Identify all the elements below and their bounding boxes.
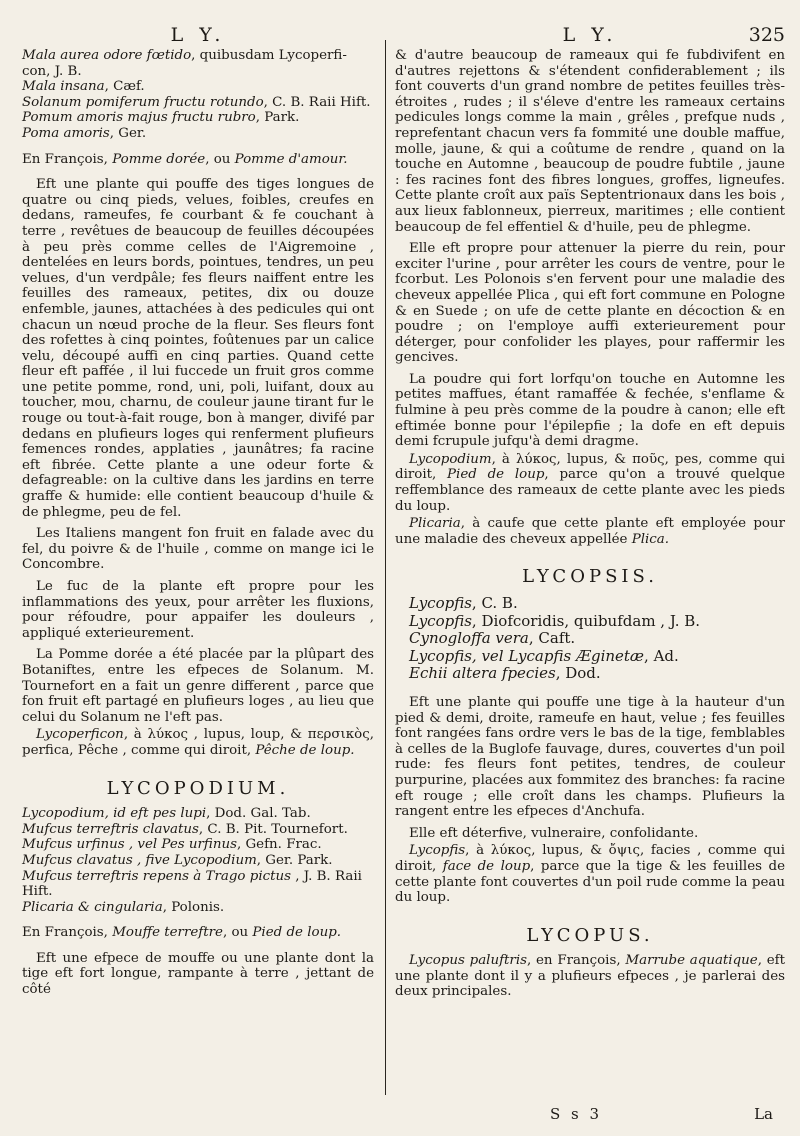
description-paragraph: Eft une plante qui pouffe des tiges longues de quatre ou cinq pieds, velues, foibles, creufes en dedans, rameufes, fe courbant & fe couchant à terre , revêtues de beaucoup de feuilles découpées à peu près comme celles de l'Aigremoine , dentelées en leurs bords, pointues, tendres, un peu velues, d'un verdpâle; fes fleurs naiffent entre les feuilles des rameaux, petites, dix ou douze enfemble, jaunes, attachées à des pedicules qui ont chacun un nœud proche de la fleur. Ses fleurs font des rofettes à cinq pointes, foûtenues par un calice velu, découpé auffi en cinq parties. Quand cette fleur eft paffée , il lui fuccede un fruit gros comme une petite pomme, rond, uni, poli, luifant, doux au toucher, mou, charnu, de couleur jaune tirant fur le rouge ou tout-à-fait rouge, bon à manger, divifé par dedans en plufieurs loges qui renferment plufieurs femences rondes, applaties , jaunâtres; fa racine eft fibrée. Cette plante a une odeur forte & defagreable: on la cultive dans les jardins en terre graffe & humide: elle contient beaucoup d'huile & de phlegme, peu de fel. xyxy=(22,177,374,520)
synonym-line: Pomum amoris majus fructu rubro, Park. xyxy=(22,110,300,126)
synonym-line: Cynogloffa vera, Caft. xyxy=(409,629,576,648)
synonym-line: Mufcus terreftris repens à Trago pictus , J. B. Raii Hift. xyxy=(22,868,362,900)
medicinal-paragraph: Le fuc de la plante eft propre pour les inflammations des yeux, pour arrêter les fluxions, pour réfoudre, pour appaifer les douleurs , appliqué exterieurement. xyxy=(22,579,374,641)
etymology-line: Lycopfis, à λύκος, lupus, & ὄψις, facies , comme qui diroit, face de loup, parce que la tige & les feuilles de cette plante font couvertes d'un poil rude comme la peau du loup. xyxy=(395,843,785,906)
synonym-line: Lycopfis, vel Lycapfis Æginetæ, Ad. xyxy=(409,646,679,665)
left-entries xyxy=(22,48,374,998)
synonym-line: Solanum pomiferum fructu rotundo, C. B. Raii Hift. xyxy=(22,94,371,110)
synonym-line: Mala aurea odore fœtido, quibusdam Lycoperfi- con, J. B. xyxy=(22,48,347,79)
synonym-line: Plicaria & cingularia, Polonis. xyxy=(22,899,225,915)
running-head-right: L Y. xyxy=(562,24,618,46)
medicinal-paragraph: Elle eft propre pour attenuer la pierre du rein, pour exciter l'urine , pour arrêter les cours de ventre, pour le fcorbut. Les Polonois s'en fervent pour une maladie des cheveux appellée Plica , qui eft fort commune en Pologne & en Suede ; on ufe de cette plante en décoction & en poudre ; on l'employe auffi exterieurement pour déterger, pour confolider les playes, pour raffermir les gencives. xyxy=(395,241,786,366)
french-name-line: En François, Mouffe terreftre, ou Pied de loup. xyxy=(22,925,342,941)
etymology-line: Lycoperficon, à λύκος , lupus, loup, & περσικὸς, perfica, Pêche , comme qui diroit, Pêche de loup. xyxy=(22,727,374,758)
left-column xyxy=(22,0,374,998)
signature-mark: S s 3 xyxy=(550,1105,603,1123)
property-paragraph: Elle eft déterfive, vulneraire, confolidante. xyxy=(409,825,699,841)
right-column xyxy=(395,0,785,1000)
section-title-lycopodium: LYCOPODIUM. xyxy=(106,777,290,799)
section-title-lycopsis: LYCOPSIS. xyxy=(522,566,658,588)
synonym-line: Echii altera fpecies, Dod. xyxy=(409,664,601,683)
section-title-lycopus: LYCOPUS. xyxy=(526,924,654,946)
etymology-line: Lycopodium, à λύκος, lupus, & ποῦς, pes, comme qui diroit, Pied de loup, parce qu'on a trouvé quelque reffemblance des rameaux de cette plante avec les pieds du loup. xyxy=(395,451,785,514)
usage-paragraph: Les Italiens mangent fon fruit en falade avec du fel, du poivre & de l'huile , comme on mange ici le Concombre. xyxy=(22,526,374,573)
description-paragraph: Eft une efpece de mouffe ou une plante dont la tige eft fort longue, rampante à terre , jettant de côté xyxy=(22,950,374,998)
powder-paragraph: La poudre qui fort lorfqu'on touche en Automne les petites maffues, étant ramaffée & fechée, s'enflame & fulmine à peu près comme de la poudre à canon; elle eft eftimée bonne pour l'épilepfie ; la dofe en eft depuis demi fcrupule jufqu'à demi dragme. xyxy=(395,371,785,450)
right-header xyxy=(395,0,785,48)
classification-paragraph: La Pomme dorée a été placée par la plûpart des Botaniftes, entre les efpeces de Solanum. M. Tournefort en a fait un genre different , parce que fon fruit eft partagé en plufieurs loges , au lieu que celui du Solanum ne l'eft pas. xyxy=(22,647,374,725)
page-number: 325 xyxy=(748,24,785,46)
description-paragraph: Lycopus paluftris, en François, Marrube aquatique, eft une plante dont il y a plufieurs efpeces , je parlerai des deux principales. xyxy=(395,953,786,1000)
synonym-line: Mufcus urfinus , vel Pes urfinus, Gefn. Frac. xyxy=(22,837,322,853)
synonym-line: Lycopodium, id eft pes lupi, Dod. Gal. Tab. xyxy=(22,806,311,822)
etymology-line: Plicaria, à caufe que cette plante eft employée pour une maladie des cheveux appellée Plica. xyxy=(395,516,785,547)
synonym-line: Poma amoris, Ger. xyxy=(22,125,147,141)
synonym-line: Mufcus clavatus , five Lycopodium, Ger. Park. xyxy=(22,852,333,868)
right-entries xyxy=(395,48,785,1000)
catchword: La xyxy=(754,1105,773,1123)
running-head-left: L Y. xyxy=(170,24,226,46)
page-footer xyxy=(395,1105,785,1125)
continued-paragraph: & d'autre beaucoup de rameaux qui fe fubdivifent en d'autres rejettons & s'étendent confiderablement ; ils font couverts d'un grand nombre de petites feuilles très-étroites , rudes ; il s'éleve d'entre les rameaux certains pedicules longs comme la main , grêles , prefque nuds , reprefentant chacun vers fa fommité une double maffue, molle, jaune, & qui a coûtume de rendre , quand on la touche en Automne , beaucoup de poudre fubtile , jaune : fes racines font des fibres longues, groffes, ligneufes. Cette plante croît aux païs Septentrionaux dans les bois , aux lieux fablonneux, pierreux, maritimes ; elle contient beaucoup de fel effentiel & d'huile, peu de phlegme. xyxy=(395,48,785,235)
french-name-line: En François, Pomme dorée, ou Pomme d'amour. xyxy=(22,151,348,167)
synonym-line: Mufcus terreftris clavatus, C. B. Pit. Tournefort. xyxy=(22,821,348,837)
left-header xyxy=(22,0,374,48)
synonym-line: Lycopfis, C. B. xyxy=(409,594,518,612)
synonym-line: Mala insana, Cæf. xyxy=(22,79,145,95)
synonym-line: Lycopfis, Diofcoridis, quibufdam , J. B. xyxy=(409,611,701,630)
description-paragraph: Eft une plante qui pouffe une tige à la hauteur d'un pied & demi, droite, rameufe en haut, velue ; fes feuilles font rangées fans ordre vers le bas de la tige, femblables à celles de la Buglofe fauvage, dures, couvertes d'un poil rude: fes fleurs font petites, tendres, de couleur purpurine, placées aux fommitez des branches: fa racine eft rouge ; elle croît dans les champs. Plufieurs la rangent entre les efpeces d'Anchufa. xyxy=(395,694,785,820)
synonym-block xyxy=(395,595,785,683)
column-divider xyxy=(385,40,386,1095)
